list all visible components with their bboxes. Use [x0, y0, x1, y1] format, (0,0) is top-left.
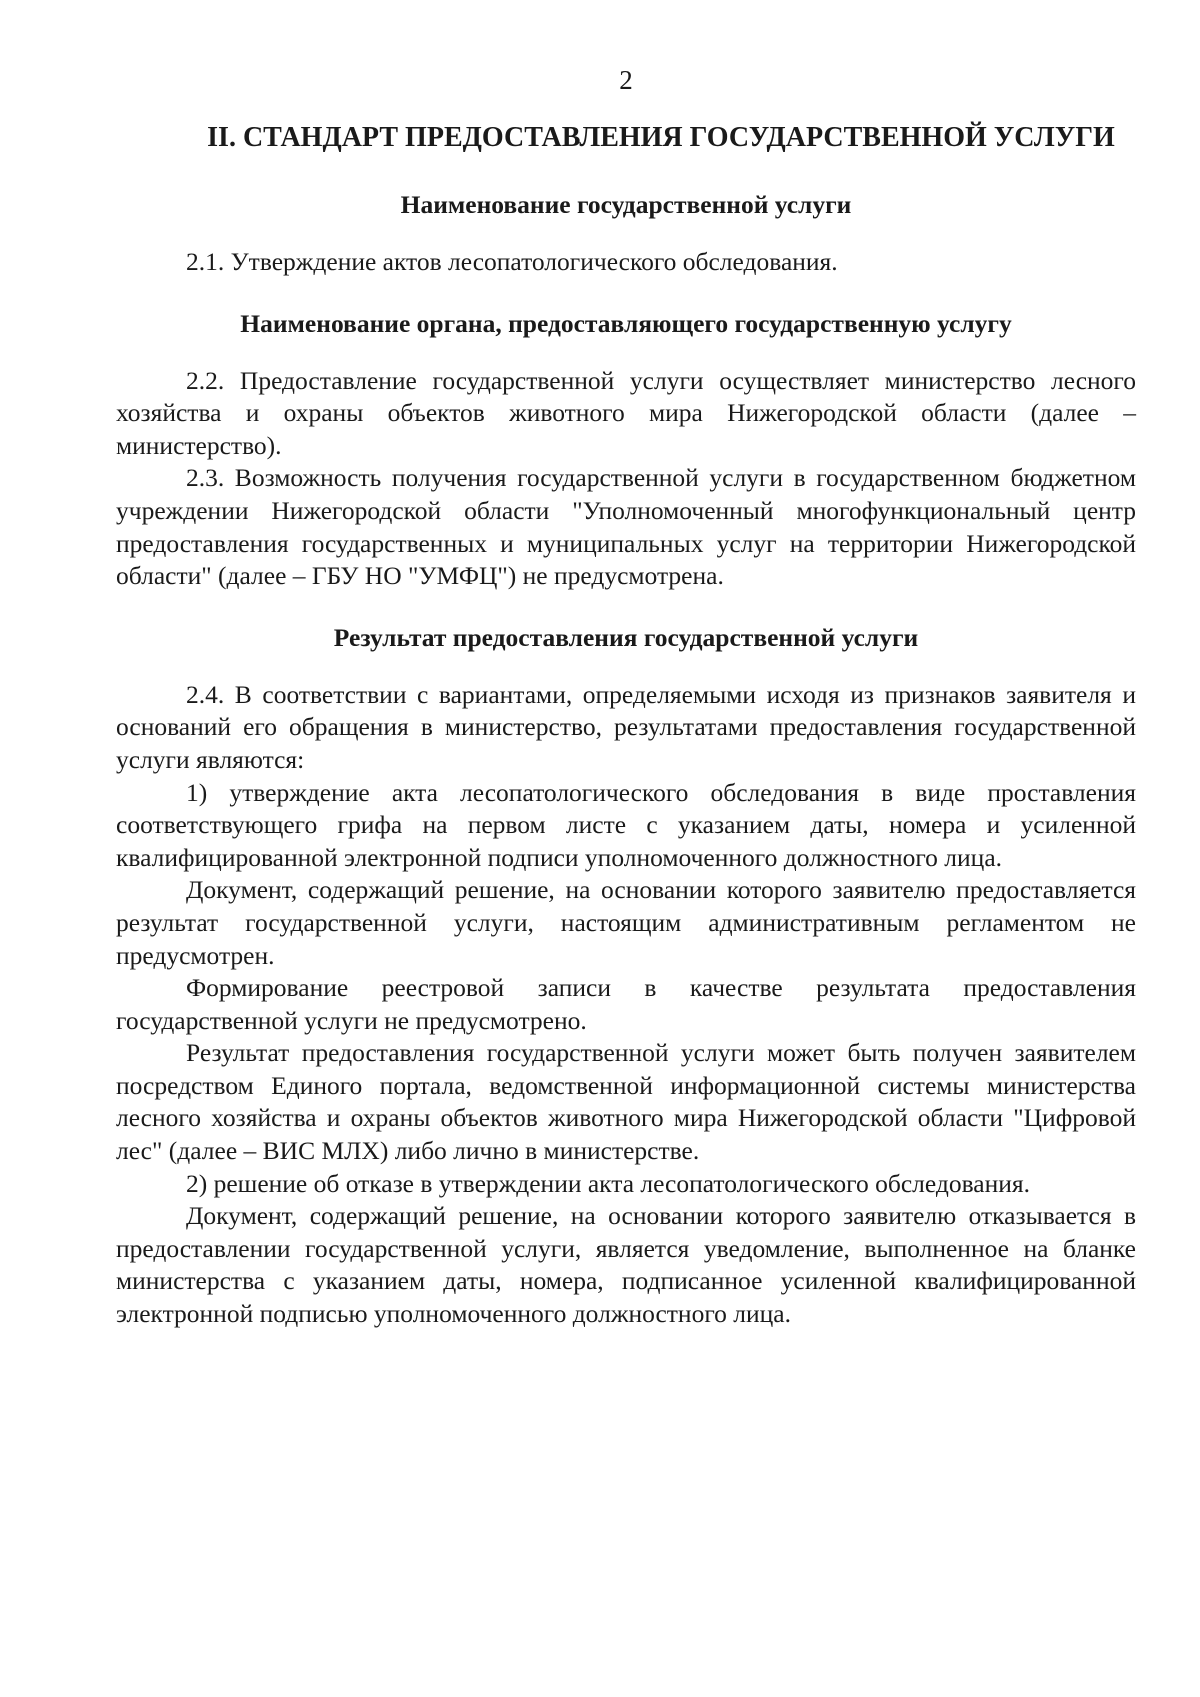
subheading-service-name: Наименование государственной услуги [400, 190, 852, 219]
paragraph-refusal-document: Документ, содержащий решение, на основании которого заявителю отказывается в предоставлении государственной услуги, является уведомление, выполненное на бланке министерства с указанием даты, номера, подписанное усиленной квалифицированной электронной подписью уполномоченного должностного лица. [116, 1201, 1136, 1329]
document-page [116, 62, 1136, 1331]
paragraph-result-2: 2) решение об отказе в утверждении акта лесопатологического обследования. [186, 1168, 1031, 1198]
paragraph-2-1: 2.1. Утверждение актов лесопатологического обследования. [186, 247, 838, 276]
subheading-authority: Наименование органа, предоставляющего государственную услугу [240, 308, 1012, 338]
paragraph-document-decision: Документ, содержащий решение, на основании которого заявителю предоставляется результат государственной услуги, настоящим административным регламентом не предусмотрен. [116, 875, 1136, 970]
paragraph-result-delivery: Результат предоставления государственной услуги может быть получен заявителем посредством Единого портала, ведомственной информационной системы министерства лесного хозяйства и охраны объектов животного мира Нижегородской области "Цифровой лес" (далее – ВИС МЛХ) либо лично в министерстве. [116, 1038, 1136, 1166]
subsection-authority [116, 307, 1136, 593]
subsection-result [116, 621, 1136, 1331]
section-title: II. СТАНДАРТ ПРЕДОСТАВЛЕНИЯ ГОСУДАРСТВЕННОЙ УСЛУГИ [207, 122, 1115, 153]
paragraph-2-2: 2.2. Предоставление государственной услуги осуществляет министерство лесного хозяйства и охраны объектов животного мира Нижегородской области (далее – министерство). [116, 365, 1136, 460]
paragraph-registry-record: Формирование реестровой записи в качестве результата предоставления государственной услуги не предусмотрено. [116, 973, 1136, 1035]
paragraph-2-4: 2.4. В соответствии с вариантами, определяемыми исходя из признаков заявителя и оснований его обращения в министерство, результатами предоставления государственной услуги являются: [116, 679, 1136, 774]
subsection-service-name [116, 188, 1136, 279]
paragraph-result-1: 1) утверждение акта лесопатологического обследования в виде проставления соответствующего грифа на первом листе с указанием даты, номера и усиленной квалифицированной электронной подписи уполномоченного должностного лица. [116, 777, 1136, 872]
paragraph-2-3: 2.3. Возможность получения государственной услуги в государственном бюджетном учреждении Нижегородской области "Уполномоченный многофункциональный центр предоставления государственных и муниципальных услуг на территории Нижегородской области" (далее – ГБУ НО "УМФЦ") не предусмотрена. [116, 463, 1136, 591]
subheading-result: Результат предоставления государственной услуги [333, 622, 919, 652]
page-number: 2 [619, 65, 633, 95]
